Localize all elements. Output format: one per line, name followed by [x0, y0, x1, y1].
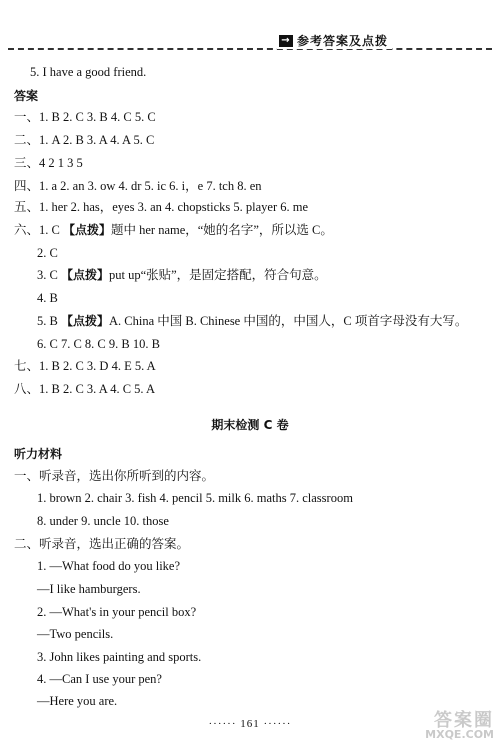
listening-q2-4b: —Here you are.	[37, 694, 118, 708]
hint-text: put up“张贴”，是固定搭配，符合句意。	[108, 268, 327, 282]
answer-section-6-item-4: 4. B	[37, 291, 58, 305]
header-dashed-rule	[8, 48, 492, 50]
listening-q2-1a: 1. —What food do you like?	[37, 559, 181, 573]
watermark-logo	[425, 706, 494, 741]
hint-tag: 【点拨】	[60, 314, 109, 328]
watermark-text: 答案圈	[434, 710, 494, 731]
answer-section-3: 三、4 2 1 3 5	[14, 156, 83, 170]
page-number: ······ 161 ······	[208, 718, 292, 730]
listening-q2-3: 3. John likes painting and sports.	[37, 650, 202, 664]
answer-section-1: 一、1. B 2. C 3. B 4. C 5. C	[14, 110, 156, 124]
listening-q1-row-2: 8. under 9. uncle 10. those	[37, 514, 169, 528]
item-number: 3. C	[37, 268, 61, 282]
listening-q2-2b: —Two pencils.	[37, 627, 114, 641]
page-header	[0, 30, 500, 52]
listening-heading: 听力材料	[14, 447, 63, 461]
listening-q2-heading: 二、听录音，选出正确的答案。	[14, 537, 190, 551]
answer-section-6-item-3	[37, 267, 327, 283]
answer-section-6-item-2: 2. C	[37, 246, 58, 260]
prev-item-5: 5. I have a good friend.	[30, 65, 147, 79]
item-number: 5. B	[37, 314, 61, 328]
answer-section-5: 五、1. her 2. has，eyes 3. an 4. chopsticks 5. player 6. me	[14, 200, 309, 214]
section-c-title: 期末检测 C 卷	[211, 418, 289, 432]
hint-text: 题中 her name，“她的名字”，所以选 C。	[110, 223, 333, 237]
header-title-box	[277, 32, 392, 49]
answer-section-8: 八、1. B 2. C 3. A 4. C 5. A	[14, 382, 155, 396]
listening-q2-4a: 4. —Can I use your pen?	[37, 672, 162, 686]
answers-heading: 答案	[14, 89, 39, 103]
listening-q1-heading: 一、听录音，选出你所听到的内容。	[14, 469, 215, 483]
hint-tag: 【点拨】	[60, 268, 109, 282]
listening-q2-1b: —I like hamburgers.	[37, 582, 141, 596]
answer-section-6-item-6-10: 6. C 7. C 8. C 9. B 10. B	[37, 337, 160, 351]
listening-q2-2a: 2. —What's in your pencil box?	[37, 605, 197, 619]
answer-section-4: 四、1. a 2. an 3. ow 4. dr 5. ic 6. i，e 7. tch 8. en	[14, 179, 262, 193]
answer-section-7: 七、1. B 2. C 3. D 4. E 5. A	[14, 359, 156, 373]
hint-text: A. China 中国 B. Chinese 中国的，中国人，C 项首字母没有大写。	[108, 314, 468, 328]
answer-section-6-item-1	[14, 222, 333, 238]
watermark-url: MXQE.COM	[425, 728, 494, 741]
header-title: 参考答案及点拨	[296, 34, 388, 48]
answer-section-6-item-5	[37, 313, 467, 329]
answer-section-2: 二、1. A 2. B 3. A 4. A 5. C	[14, 133, 155, 147]
arrow-right-icon: →	[279, 35, 293, 47]
hint-tag: 【点拨】	[62, 223, 111, 237]
item-number: 六、1. C	[14, 223, 63, 237]
listening-q1-row-1: 1. brown 2. chair 3. fish 4. pencil 5. milk 6. maths 7. classroom	[37, 491, 353, 505]
